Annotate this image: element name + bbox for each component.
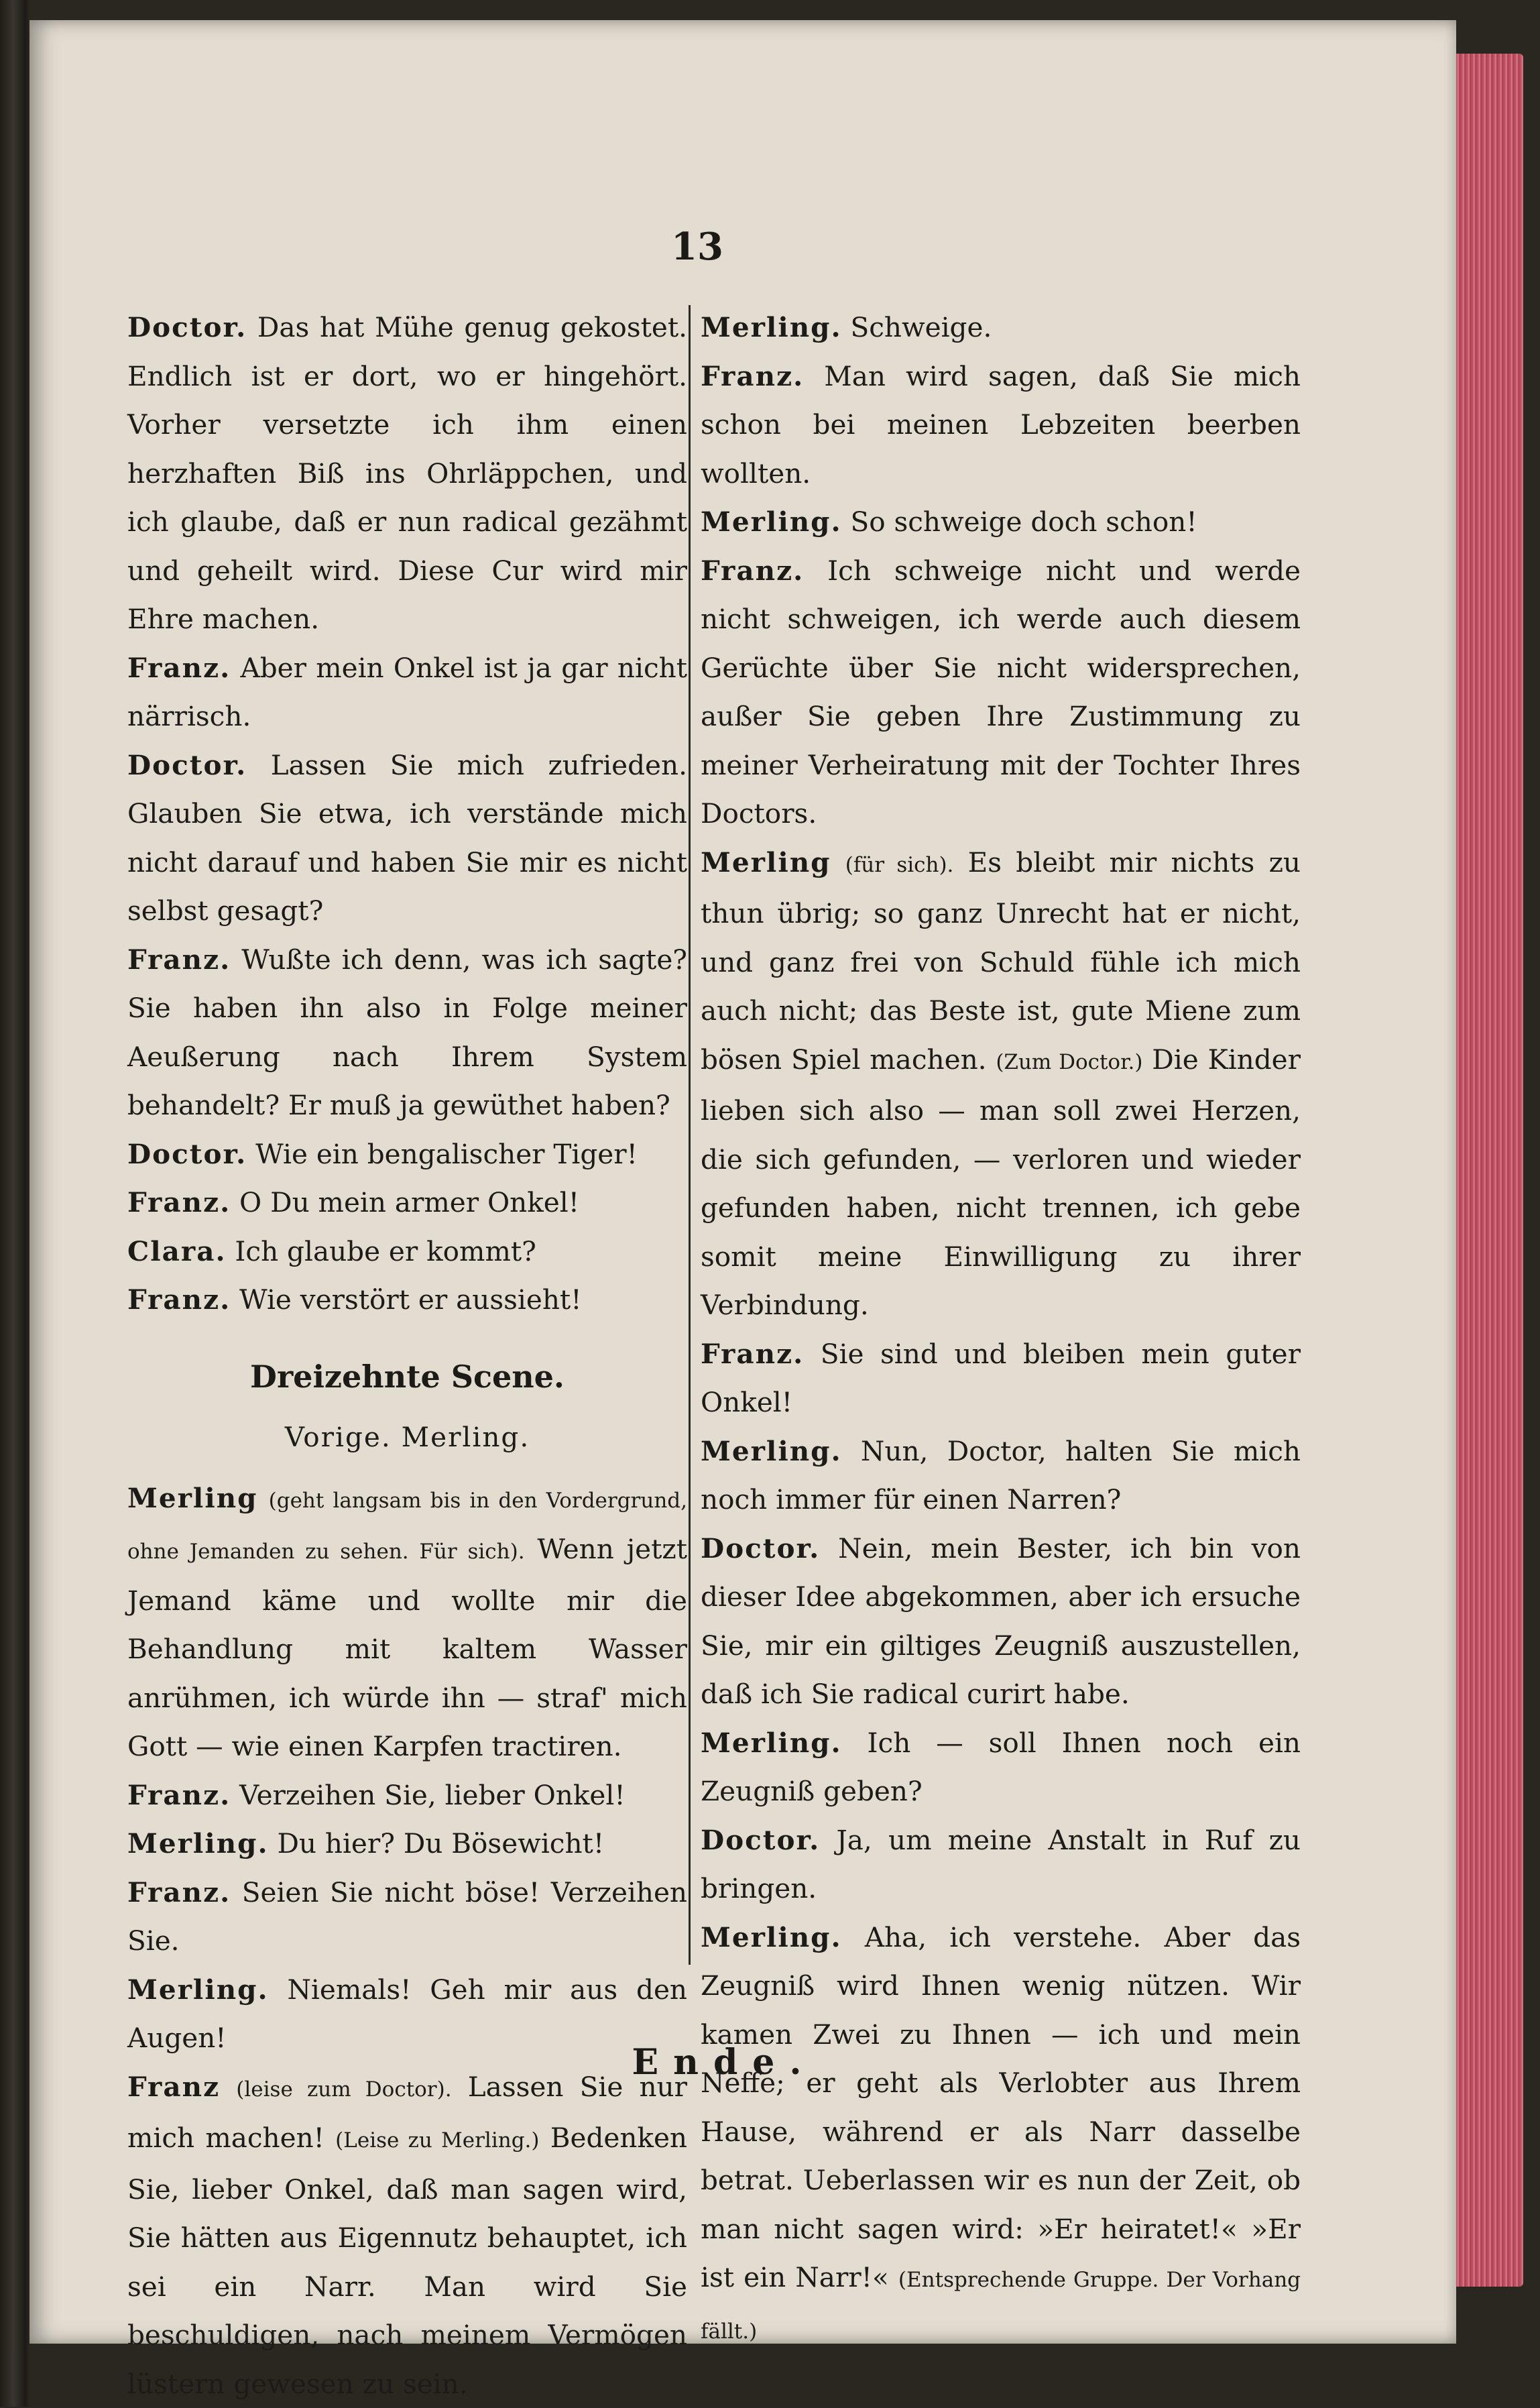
dialogue-line: Doctor. Nein, mein Bester, ich bin von dieser Idee abgekommen, aber ich ersuche Sie, mir ein giltiges Zeugniß auszustellen, daß ich Sie radical curirt habe. [701, 1524, 1301, 1719]
dialogue-line: Merling. Ich — soll Ihnen noch ein Zeugniß geben? [701, 1719, 1301, 1816]
stage-direction: (Entsprechende Gruppe. Der Vorhang fällt.) [701, 2268, 1301, 2344]
dialogue-line: Merling (für sich). Es bleibt mir nichts zu thun übrig; so ganz Unrecht hat er nicht, und ganz frei von Schuld fühle ich mich auch nicht; das Beste ist, gute Miene zum bösen Spiel machen. (Zum Doctor.) Die Kinder lieben sich also — man soll zwei Herzen, die sich gefunden, — verloren und wieder gefunden haben, nicht trennen, ich gebe somit meine Einwilligung zu ihrer Verbindung. [701, 838, 1301, 1330]
stage-direction: (für sich). [845, 853, 954, 877]
dialogue-line: Franz. Wußte ich denn, was ich sagte? Sie haben ihn also in Folge meiner Aeußerung nach Ihrem System behandelt? Er muß ja gewüthet haben? [127, 935, 687, 1130]
dialogue-line: Franz. Man wird sagen, daß Sie mich schon bei meinen Lebzeiten beerben wollten. [701, 352, 1301, 498]
page-number: 13 [670, 225, 724, 269]
dialogue-line: Merling. Du hier? Du Bösewicht! [127, 1819, 687, 1868]
dialogue-line: Franz. Seien Sie nicht böse! Verzeihen Sie. [127, 1868, 687, 1965]
stage-direction: (leise zum Doctor). [236, 2077, 451, 2102]
scene-heading: Dreizehnte Scene. [127, 1353, 687, 1401]
scene-cast: Vorige. Merling. [127, 1413, 687, 1462]
dialogue-line: Franz. O Du mein armer Onkel! [127, 1178, 687, 1227]
dialogue-line: Franz (leise zum Doctor). Lassen Sie nur mich machen! (Leise zu Merling.) Bedenken Sie, lieber Onkel, daß man sagen wird, Sie hätten aus Eigennutz behauptet, ich sei ein Narr. Man wird Sie beschuldigen, nach meinem Vermögen lüstern gewesen zu sein. [127, 2063, 687, 2408]
dialogue-line: Franz. Wie verstört er aussieht! [127, 1275, 687, 1324]
dialogue-line: Clara. Ich glaube er kommt? [127, 1227, 687, 1276]
dialogue-line: Merling. So schweige doch schon! [701, 498, 1301, 547]
left-column [127, 303, 687, 2408]
column-divider [689, 305, 691, 1965]
page-edge [1456, 54, 1523, 2287]
dialogue-line: Doctor. Ja, um meine Anstalt in Ruf zu bringen. [701, 1816, 1301, 1913]
dialogue-line: Franz. Verzeihen Sie, lieber Onkel! [127, 1771, 687, 1820]
dialogue-line: Doctor. Lassen Sie mich zufrieden. Glauben Sie etwa, ich verstände mich nicht darauf und haben Sie mir es nicht selbst gesagt? [127, 741, 687, 935]
dialogue-line: Merling. Nun, Doctor, halten Sie mich noch immer für einen Narren? [701, 1427, 1301, 1524]
dialogue-line: Franz. Aber mein Onkel ist ja gar nicht närrisch. [127, 644, 687, 741]
dialogue-line: Doctor. Wie ein bengalischer Tiger! [127, 1130, 687, 1179]
dialogue-line: Franz. Ich schweige nicht und werde nicht schweigen, ich werde auch diesem Gerüchte über Sie nicht widersprechen, außer Sie geben Ihre Zustimmung zu meiner Verheiratung mit der Tochter Ihres Doctors. [701, 547, 1301, 838]
dialogue-line: Franz. Sie sind und bleiben mein guter Onkel! [701, 1330, 1301, 1427]
dialogue-line: Merling. Niemals! Geh mir aus den Augen! [127, 1965, 687, 2063]
dialogue-line: Merling. Aha, ich verstehe. Aber das Zeugniß wird Ihnen wenig nützen. Wir kamen Zwei zu Ihnen — ich und mein Neffe; er geht als Verlobter aus Ihrem Hause, während er als Narr dasselbe betrat. Ueberlassen wir es nun der Zeit, ob man nicht sagen wird: »Er heiratet!« »Er ist ein Narr!« (Entsprechende Gruppe. Der Vorhang fällt.) [701, 1913, 1301, 2356]
stage-direction: (Leise zu Merling.) [335, 2128, 539, 2153]
dialogue-line: Merling (geht langsam bis in den Vordergrund, ohne Jemanden zu sehen. Für sich). Wenn jetzt Jemand käme und wollte mir die Behandlung mit kaltem Wasser anrühmen, ich würde ihn — straf' mich Gott — wie einen Karpfen tractiren. [127, 1474, 687, 1771]
stage-direction: (Zum Doctor.) [996, 1050, 1142, 1074]
end-text: Ende. [603, 2042, 845, 2083]
stage-direction: (geht langsam bis in den Vordergrund, ohne Jemanden zu sehen. Für sich). [127, 1489, 687, 1564]
dialogue-line: Merling. Schweige. [701, 303, 1301, 352]
dialogue-line: Doctor. Das hat Mühe genug gekostet. Endlich ist er dort, wo er hingehört. Vorher versetzte ich ihm einen herzhaften Biß ins Ohrläppchen, und ich glaube, daß er nun radical gezähmt und geheilt wird. Diese Cur wird mir Ehre machen. [127, 303, 687, 644]
